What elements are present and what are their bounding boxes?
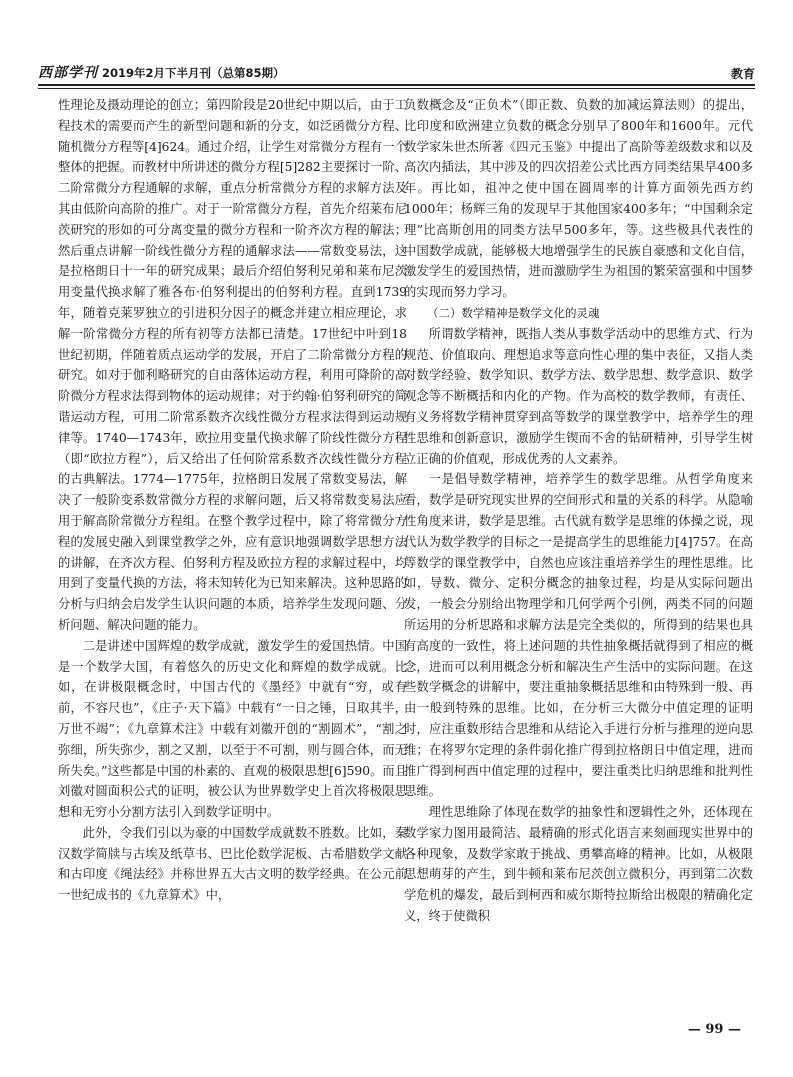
issue-info: 2019年2月下半月刊（总第85期） (102, 66, 285, 80)
header-rule (38, 84, 755, 89)
paragraph: 二是讲述中国辉煌的数学成就，激发学生的爱国热情。中国是一个数学大国，有着悠久的历史文化和辉煌的数学成就。比如，在讲极限概念时，中国古代的《墨经》中就有“穷，或有前，不容尺也”，《庄子·天下篇》中载有“一日之锤，日取其半，万世不竭”；《九章算术注》中载有刘徽开创的“割圆术”，“割之弥细，所失弥少，割之又割，以至于不可割，则与圆合体，而无所失矣。”这些都是中国的朴素的、直观的极限思想[6]590。而且刘徽对圆面积公式的证明，被公认为世界数学史上首次将极限思想和无穷小分割方法引入到数学证明中。 (58, 638, 407, 820)
page-header (38, 58, 755, 82)
header-left (38, 62, 285, 82)
right-column (404, 95, 753, 1040)
paragraph: 负数概念及“正负术”（即正数、负数的加减运算法则）的提出，比印度和欧洲建立负数的概念分别早了800年和1600年。元代数学家朱世杰所著《四元玉鉴》中提出了高阶等差级数求和以及高次内插法，其中涉及的四次招差公式比西方同类结果早400多年。再比如，祖冲之使中国在圆周率的计算方面领先西方约1000年；杨辉三角的发现早于其他国家400多年；“中国剩余定理”比高斯创用的同类方法早500多年，等。这些极具代表性的中国数学成就，能够极大地增强学生的民族自豪感和文化自信，激发学生的爱国热情，进而激励学生为祖国的繁荣富强和中国梦的实现而努力学习。 (404, 98, 753, 300)
paragraph: 性理论及摄动理论的创立；第四阶段是20世纪中期以后，由于工程技术的需要而产生的新型问题和新的分支，如泛函微分方程、随机微分方程等[4]624。通过介绍，让学生对常微分方程有一个整体的把握。而教材中所讲述的微分方程[5]282主要探讨一阶、二阶常微分方程通解的求解，重点分析常微分方程的求解方法及其由低阶向高阶的推广。对于一阶常微分方程，首先介绍莱布尼茨研究的形如的可分离变量的微分方程和一阶齐次方程的解法；然后重点讲解一阶线性微分方程的通解求法——常数变易法，这是拉格朗日十一年的研究成果；最后介绍伯努利兄弟和莱布尼茨用变量代换求解了雅各布·伯努利提出的伯努利方程。直到1739年，随着克莱罗独立的引进积分因子的概念并建立相应理论，求解一阶常微分方程的所有初等方法都已清楚。17世纪中叶到18世纪初期，伴随着质点运动学的发展，开启了二阶常微分方程的研究。如对于伽利略研究的自由落体运动方程，利用可降阶的高阶微分方程求法得到物体的运动规律；对于约翰·伯努利研究的简谐运动方程，可用二阶常系数齐次线性微分方程求法得到运动规律等。1740—1743年，欧拉用变量代换求解了阶线性微分方程（即“欧拉方程”），后又给出了任何阶常系数齐次线性微分方程的古典解法。1774—1775年，拉格朗日发展了常数变易法，解决了一般阶变系数常微分方程的求解问题，后又将常数变易法应用于解高阶常微分方程组。在整个教学过程中，除了将常微分方程的发展史融入到课堂教学之外，应有意识地强调数学思想方法的讲解，在齐次方程、伯努利方程及欧拉方程的求解过程中，均用到了变量代换的方法，将未知转化为已知来解决。这种思路的分析与归纳会启发学生认识问题的本质，培养学生发现问题、分析问题、解决问题的能力。 (58, 98, 407, 632)
section-title: 教育 (730, 67, 755, 81)
paragraph: 一是倡导数学精神，培养学生的数学思维。从哲学角度来看，数学是研究现实世界的空间形式和量的关系的科学。从隐喻性角度来讲，数学是思维。古代就有数学是思维的体操之说，现代认为数学教学的目标之一是提高学生的思维能力[4]757。在高等数学的课堂教学中，自然也应该注重培养学生的理性思维。比如，导数、微分、定积分概念的抽象过程，均是从实际问题出发，一般会分别给出物理学和几何学两个引例，两类不同的问题所运用的分析思路和求解方法是完全类似的，所得到的结果也具有高度的一致性，将上述问题的共性抽象概括就得到了相应的概念，进而可以利用概念分析和解决生产生活中的实际问题。在这些数学概念的讲解中，要注重抽象概括思维和由特殊到一般、再由一般到特殊的思维。比如，在分析三大微分中值定理的证明时，应注重数形结合思维和从结论入手进行分析与推理的逆向思维；在将罗尔定理的条件弱化推广得到拉格朗日中值定理，进而推广得到柯西中值定理的过程中，要注重类比归纳思维和批判性思维。 (404, 472, 753, 799)
paragraph: 理性思维除了体现在数学的抽象性和逻辑性之外，还体现在数学家力图用最简洁、最精确的形式化语言来刻画现实世界中的各种现象，及数学家敢于挑战、勇攀高峰的精神。比如，从极限思想萌芽的产生，到牛顿和莱布尼茨创立微积分，再到第二次数学危机的爆发，最后到柯西和威尔斯特拉斯给出极限的精确化定义，终于使微积 (404, 805, 753, 924)
page-number: — 99 — (687, 1022, 741, 1037)
left-column (58, 95, 407, 1040)
paragraph: 所谓数学精神，既指人类从事数学活动中的思维方式、行为规范、价值取向、理想追求等意向性心理的集中表征，又指人类对数学经验、数学知识、数学方法、数学思想、数学意识、数学观念等不断概括和内化的产物。作为高校的数学教师，有责任、有义务将数学精神贯穿到高等数学的课堂教学中，培养学生的理性思维和创新意识，激励学生锲而不舍的钻研精神，引导学生树立正确的价值观，形成优秀的人文素养。 (404, 326, 753, 466)
subsection-heading: （二）数学精神是数学文化的灵魂 (427, 305, 600, 320)
paragraph: 此外，令我们引以为豪的中国数学成就数不胜数。比如，秦汉数学简牍与古埃及纸草书、巴比伦数学泥板、古希腊数学文献和古印度《绳法经》并称世界五大古文明的数学经典。在公元前一世纪成书的《九章算术》中， (58, 825, 407, 903)
journal-name: 西部学刊 (38, 65, 98, 81)
